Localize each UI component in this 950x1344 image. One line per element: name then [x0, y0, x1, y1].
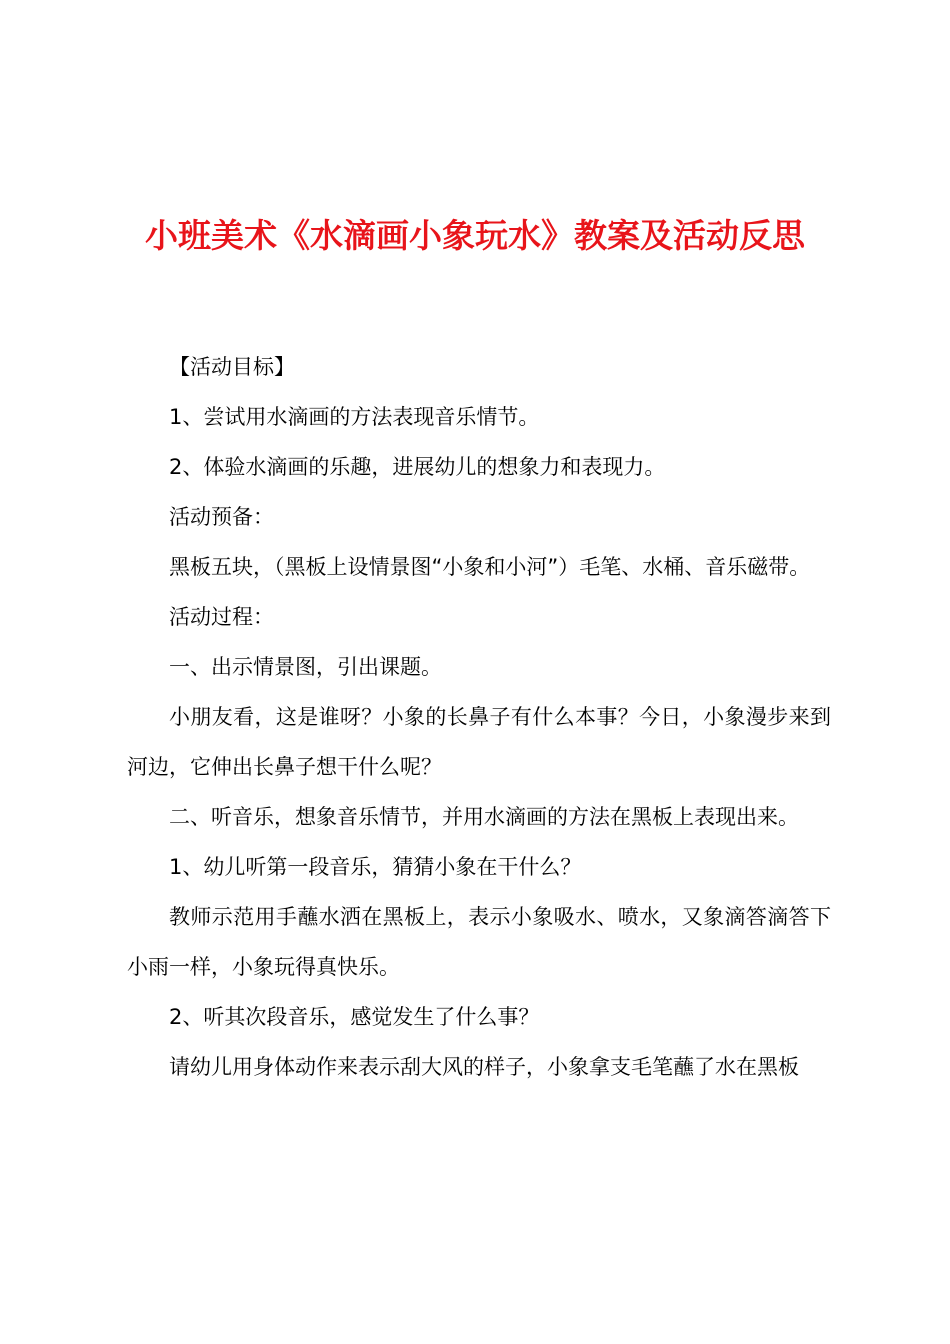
process-step-1: 一、出示情景图，引出课题。 — [169, 655, 442, 679]
process-step-1-text: 小朋友看，这是谁呀？小象的长鼻子有什么本事？今日，小象漫步来到河边，它伸出长鼻子想干什么呢？ — [127, 705, 831, 779]
preparation-materials: 黑板五块，（黑板上设情景图“小象和小河”）毛笔、水桶、音乐磁带。 — [169, 555, 811, 579]
document-title: 小班美术《水滴画小象玩水》教案及活动反思 — [145, 216, 805, 255]
goal-item-1: 1、尝试用水滴画的方法表现音乐情节。 — [169, 405, 540, 429]
process-step-2-sub-2: 2、听其次段音乐，感觉发生了什么事？ — [169, 1005, 540, 1029]
heading-activity-process: 活动过程： — [169, 605, 274, 629]
heading-activity-preparation: 活动预备： — [169, 505, 274, 529]
process-step-2: 二、听音乐，想象音乐情节，并用水滴画的方法在黑板上表现出来。 — [169, 805, 799, 829]
heading-activity-goals: 【活动目标】 — [169, 355, 295, 379]
process-step-2-sub-2-text: 请幼儿用身体动作来表示刮大风的样子，小象拿支毛笔蘸了水在黑板 — [169, 1055, 799, 1079]
goal-item-2: 2、体验水滴画的乐趣，进展幼儿的想象力和表现力。 — [169, 455, 666, 479]
process-step-2-sub-1: 1、幼儿听第一段音乐，猜猜小象在干什么？ — [169, 855, 582, 879]
process-step-2-sub-1-text: 教师示范用手蘸水洒在黑板上，表示小象吸水、喷水，又象滴答滴答下小雨一样，小象玩得真快乐。 — [127, 905, 831, 979]
document-body — [127, 342, 831, 1092]
